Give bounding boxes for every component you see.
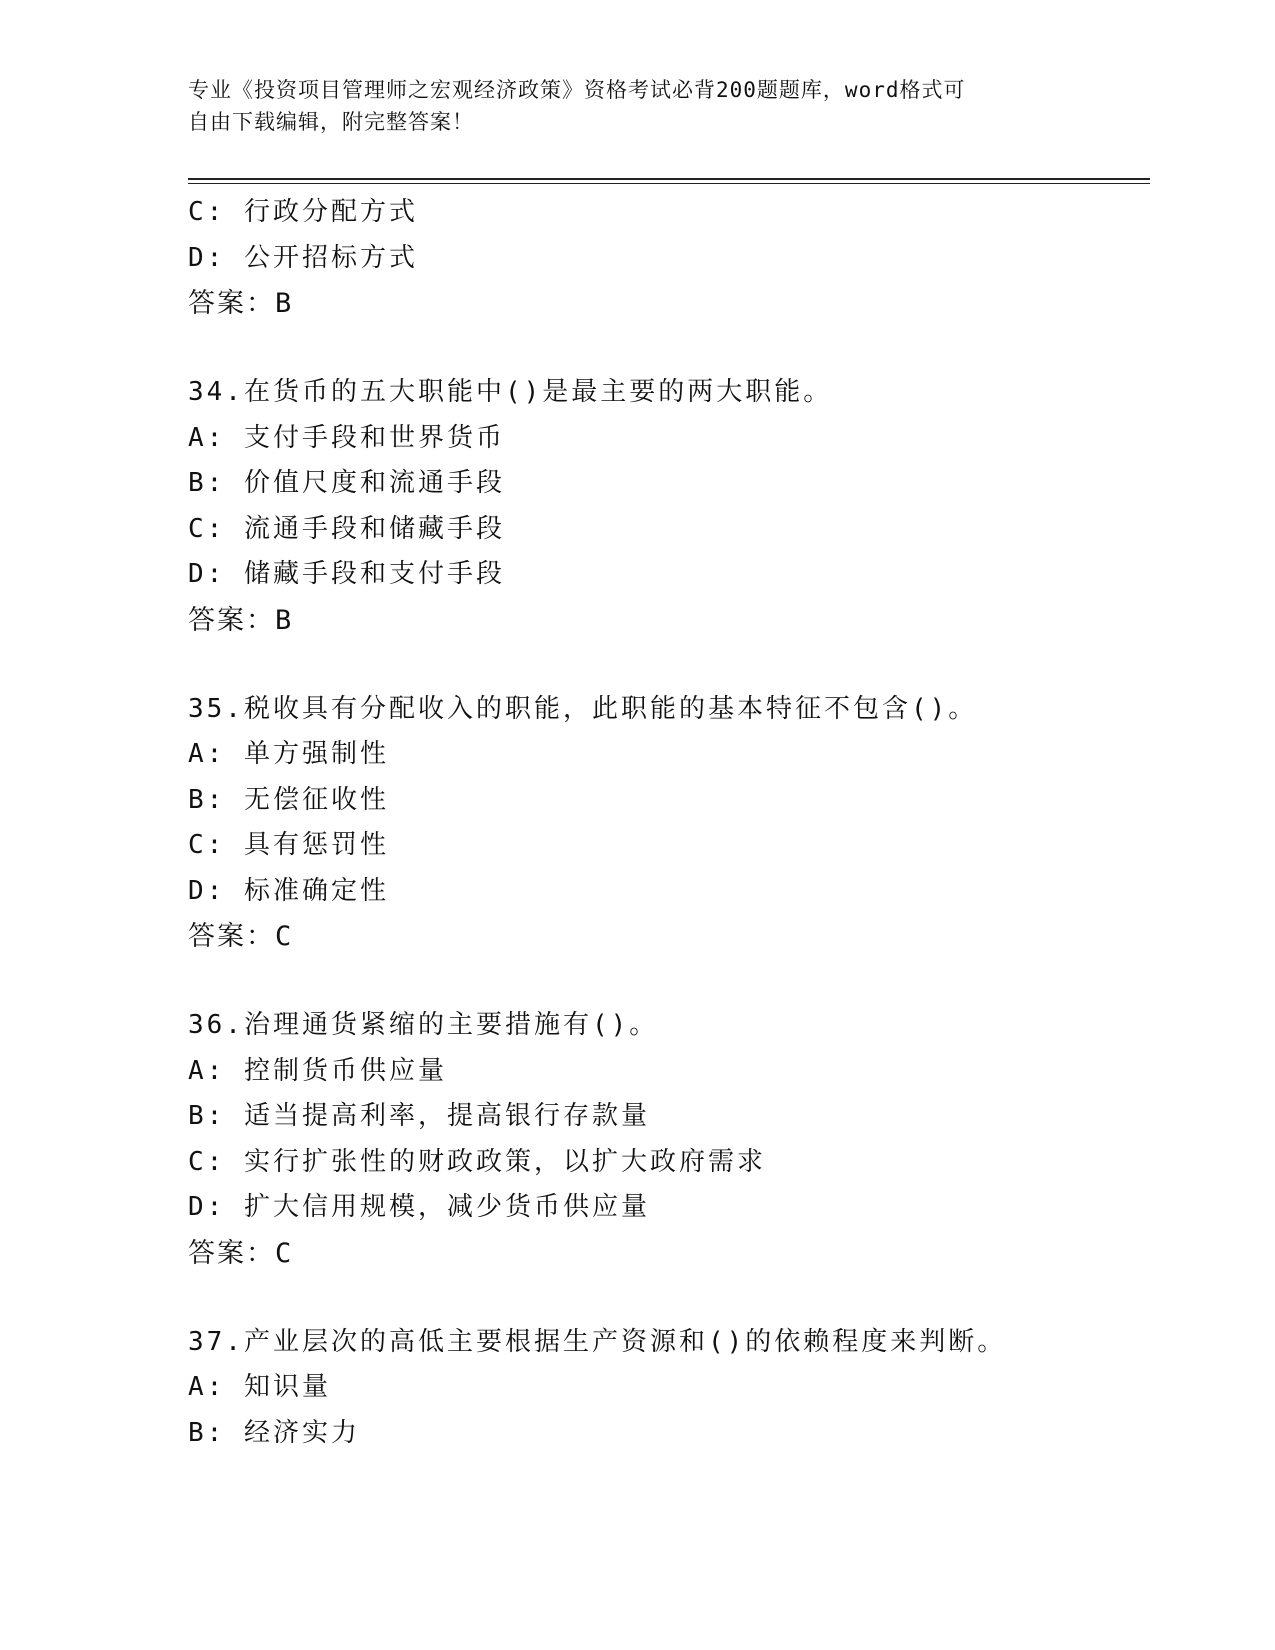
question-stem: 34.在货币的五大职能中()是最主要的两大职能。	[188, 377, 833, 407]
question-36	[188, 1003, 1150, 1277]
option-d: D: 标准确定性	[188, 875, 389, 906]
question-stem: 37.产业层次的高低主要根据生产资源和()的依赖程度来判断。	[188, 1326, 1007, 1357]
question-fragment-33	[188, 190, 1150, 327]
option-a: A: 支付手段和世界货币	[188, 422, 505, 453]
option-a: A: 控制货币供应量	[188, 1055, 447, 1086]
option-c: C: 行政分配方式	[188, 197, 418, 227]
question-stem: 35.税收具有分配收入的职能，此职能的基本特征不包含()。	[188, 693, 978, 724]
option-b: B: 经济实力	[188, 1417, 360, 1448]
option-a: A: 单方强制性	[188, 739, 389, 769]
option-c: C: 流通手段和储藏手段	[188, 513, 505, 544]
header-line-2: 自由下载编辑，附完整答案！	[188, 110, 474, 134]
spacer	[188, 1277, 1150, 1320]
option-d: D: 公开招标方式	[188, 242, 418, 273]
spacer	[188, 644, 1150, 687]
option-c: C: 具有惩罚性	[188, 830, 389, 860]
answer: 答案：B	[188, 288, 294, 319]
option-b: B: 价值尺度和流通手段	[188, 468, 505, 498]
answer: 答案：C	[188, 1237, 294, 1269]
header-line-1: 专业《投资项目管理师之宏观经济政策》资格考试必背200题题库，word格式可	[188, 78, 966, 102]
option-d: D: 扩大信用规模，减少货币供应量	[188, 1192, 650, 1222]
question-list	[188, 190, 1150, 1456]
option-b: B: 无偿征收性	[188, 784, 389, 815]
option-d: D: 储藏手段和支付手段	[188, 559, 505, 589]
option-c: C: 实行扩张性的财政政策，以扩大政府需求	[188, 1146, 766, 1177]
question-stem: 36.治理通货紧缩的主要措施有()。	[188, 1010, 659, 1040]
answer: 答案：C	[188, 921, 294, 952]
question-34	[188, 370, 1150, 644]
spacer	[188, 960, 1150, 1003]
question-37	[188, 1320, 1150, 1457]
option-b: B: 适当提高利率，提高银行存款量	[188, 1101, 650, 1131]
option-a: A: 知识量	[188, 1372, 331, 1402]
document-header	[188, 74, 1068, 138]
header-divider	[188, 178, 1150, 184]
answer: 答案：B	[188, 604, 294, 636]
spacer	[188, 327, 1150, 370]
question-35	[188, 687, 1150, 961]
